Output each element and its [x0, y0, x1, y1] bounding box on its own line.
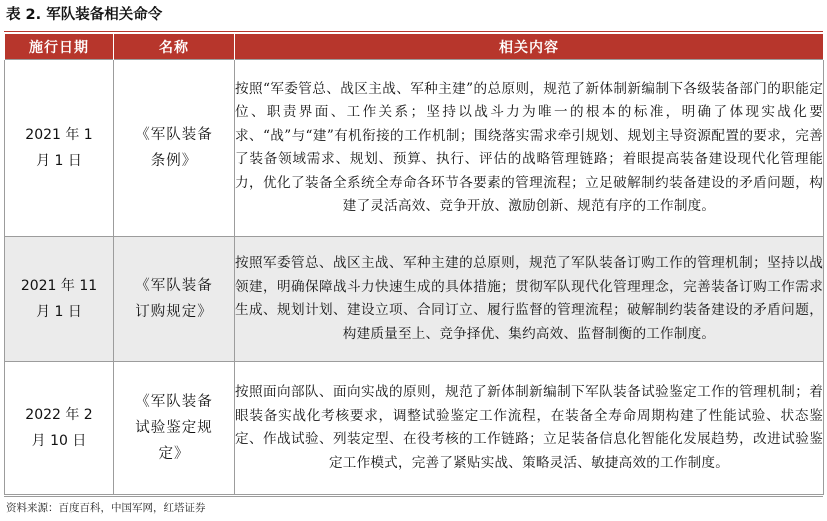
name-line: 《军队装备: [135, 394, 213, 410]
date-line: 2022 年 2: [25, 407, 93, 423]
name-cell: [114, 237, 235, 362]
orders-table: [4, 34, 824, 495]
date-cell: [5, 362, 114, 495]
name-line: 《军队装备: [135, 127, 213, 143]
table-title: 表 2. 军队装备相关命令: [6, 7, 163, 23]
table-row: [5, 60, 824, 237]
date-line: 月 1 日: [36, 304, 82, 320]
bottom-divider: [4, 496, 823, 497]
name-cell: [114, 60, 235, 237]
table-row: [5, 237, 824, 362]
date-cell: [5, 60, 114, 237]
date-line: 2021 年 1: [25, 127, 93, 143]
name-line: 定》: [158, 446, 190, 462]
name-line: 试验鉴定规: [135, 420, 213, 436]
date-line: 2021 年 11: [20, 278, 98, 294]
date-cell: [5, 237, 114, 362]
name-line: 条例》: [150, 153, 198, 169]
content-cell: 按照“军委管总、战区主战、军种主建”的总原则，规范了新体制新编制下各级装备部门的职能定位、职责界面、工作关系；坚持以战斗力为唯一的根本的标准，明确了体现实战化要求、“战”与“建”有机衔接的工作机制；围绕落实需求牵引规划、规划主导资源配置的要求，完善了装备领域需求、规划、预算、执行、评估的战略管理链路；着眼提高装备建设现代化管理能力，优化了装备全系统全寿命各环节各要素的管理流程；立足破解制约装备建设的矛盾问题，构建了灵活高效、竞争开放、激励创新、规范有序的工作制度。: [235, 60, 824, 237]
column-header-name: 名称: [114, 34, 235, 60]
column-header-content: 相关内容: [235, 34, 824, 60]
content-cell: 按照军委管总、战区主战、军种主建的总原则，规范了军队装备订购工作的管理机制；坚持以战领建，明确保障战斗力快速生成的具体措施；贯彻军队现代化管理理念，完善装备订购工作需求生成、规划计划、建设立项、合同订立、履行监督的管理流程；破解制约装备建设的矛盾问题，构建质量至上、竞争择优、集约高效、监督制衡的工作制度。: [235, 237, 824, 362]
name-line: 《军队装备: [135, 278, 213, 294]
name-line: 订购规定》: [135, 304, 213, 320]
date-line: 月 10 日: [31, 433, 87, 449]
date-line: 月 1 日: [36, 153, 82, 169]
name-cell: [114, 362, 235, 495]
table-row: [5, 362, 824, 495]
source-note: 资料来源：百度百科，中国军网，红塔证券: [6, 502, 206, 514]
title-divider: [4, 31, 823, 32]
table-header-row: [5, 34, 824, 60]
column-header-date: 施行日期: [5, 34, 114, 60]
content-cell: 按照面向部队、面向实战的原则，规范了新体制新编制下军队装备试验鉴定工作的管理机制；着眼装备实战化考核要求，调整试验鉴定工作流程，在装备全寿命周期构建了性能试验、状态鉴定、作战试验、列装定型、在役考核的工作链路；立足装备信息化智能化发展趋势，改进试验鉴定工作模式，完善了紧贴实战、策略灵活、敏捷高效的工作制度。: [235, 362, 824, 495]
